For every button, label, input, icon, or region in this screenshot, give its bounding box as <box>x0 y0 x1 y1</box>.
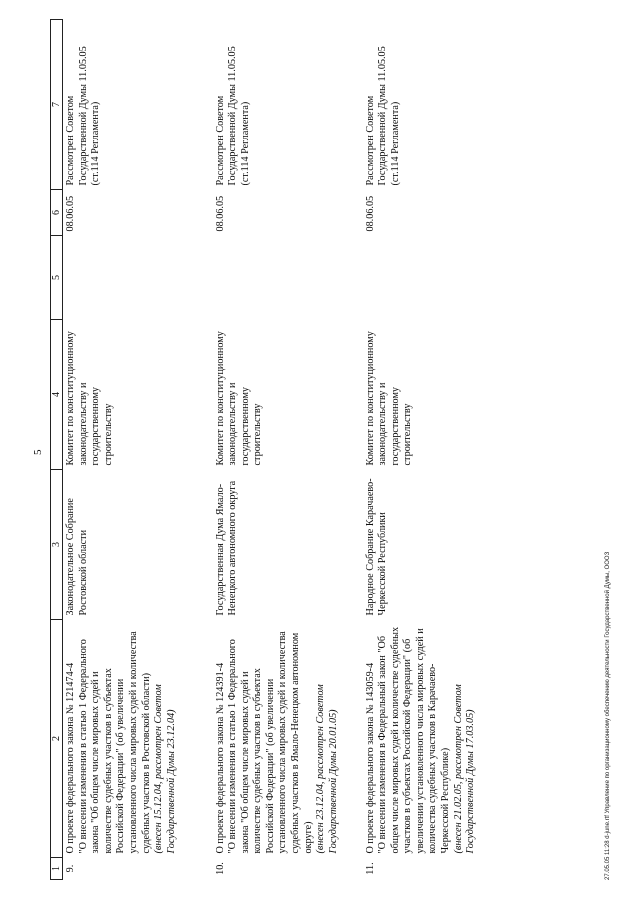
bill-description <box>363 620 513 858</box>
column-5-cell <box>363 236 513 320</box>
table-row <box>63 20 213 880</box>
column-header: 5 <box>51 236 63 320</box>
bill-note: (внесен 23.12.04, рассмотрен Советом Государственной Думы 20.01.05) <box>315 684 339 854</box>
bill-title: О проекте федерального закона № 121474-4 <box>65 662 76 854</box>
table-row <box>363 20 513 880</box>
status: Рассмотрен Советом Государственной Думы 11.05.05 (ст.114 Регламента) <box>214 46 251 186</box>
initiator: Государственная Дума Ямало-Ненецкого автономного округа <box>214 480 239 616</box>
bill-title: О проекте федерального закона № 124391-4 <box>214 662 226 854</box>
table-row <box>213 20 363 880</box>
responsible-committee: Комитет по конституционному законодательству и государственному строительству <box>65 331 114 466</box>
row-number: 11. <box>364 862 376 875</box>
initiator: Народное Собрание Карачаево-Черкесской Республики <box>364 478 389 616</box>
row-number: 10. <box>214 862 226 875</box>
bill-title: О проекте федерального закона № 143059-4 <box>364 662 376 854</box>
bill-note: (внесен 21.02.05, рассмотрен Советом Государственной Думы 17.03.05) <box>452 684 477 854</box>
status: Рассмотрен Советом Государственной Думы 11.05.05 (ст.114 Регламента) <box>364 46 401 186</box>
column-header: 7 <box>51 20 63 190</box>
initiator: Законодательное Собрание Ростовской области <box>65 498 89 616</box>
column-header: 6 <box>51 190 63 236</box>
rotated-page <box>20 20 620 880</box>
document-footer: 27.05.05 11:28 d-june.rtf Управление по организационному обеспечению деятельности Государственной Думы, ОООЗ <box>605 551 611 880</box>
table-header-row <box>51 20 63 880</box>
bill-body: "О внесении изменения в статью 1 Федерального закона "Об общем числе мировых судей и количестве судебных участков в субъектах Российской Федерации" (об увеличении установленного числа мировых судей и количества судебных участков в Ростовской области) <box>77 631 152 854</box>
column-header: 2 <box>51 620 63 858</box>
column-5-cell <box>63 236 213 320</box>
page-number: 5 <box>32 449 44 455</box>
bill-description <box>213 620 363 858</box>
column-header: 4 <box>51 320 63 470</box>
responsible-committee: Комитет по конституционному законодательству и государственному строительству <box>364 331 414 466</box>
column-5-cell <box>213 236 363 320</box>
bills-table <box>50 19 513 880</box>
bill-description <box>63 620 213 858</box>
review-date: 08.06.05 <box>65 195 76 232</box>
bill-note: (внесен 15.12.04, рассмотрен Советом Государственной Думы 23.12.04) <box>153 684 177 854</box>
bill-body: "О внесении изменения в статью 1 Федерального закона "Об общем числе мировых судей и количестве судебных участков в субъектах Российской Федерации" (об увеличении установленного числа мировых судей и количества судебных участков в Ямало-Ненецком автономном округе) <box>227 631 314 854</box>
status: Рассмотрен Советом Государственной Думы 11.05.05 (ст.114 Регламента) <box>65 46 102 186</box>
column-header: 1 <box>51 858 63 880</box>
responsible-committee: Комитет по конституционному законодательству и государственному строительству <box>214 331 264 466</box>
row-number: 9. <box>65 864 76 873</box>
bill-body: "О внесении изменения в Федеральный закон "Об общем числе мировых судей и количестве судебных участков в субъектах Российской Федерации" (об увеличении установленного числа мировых судей и количества судебных участков в Карачаево-Черкесской Республике) <box>377 626 452 854</box>
review-date: 08.06.05 <box>364 195 376 232</box>
review-date: 08.06.05 <box>214 195 226 232</box>
column-header: 3 <box>51 470 63 620</box>
